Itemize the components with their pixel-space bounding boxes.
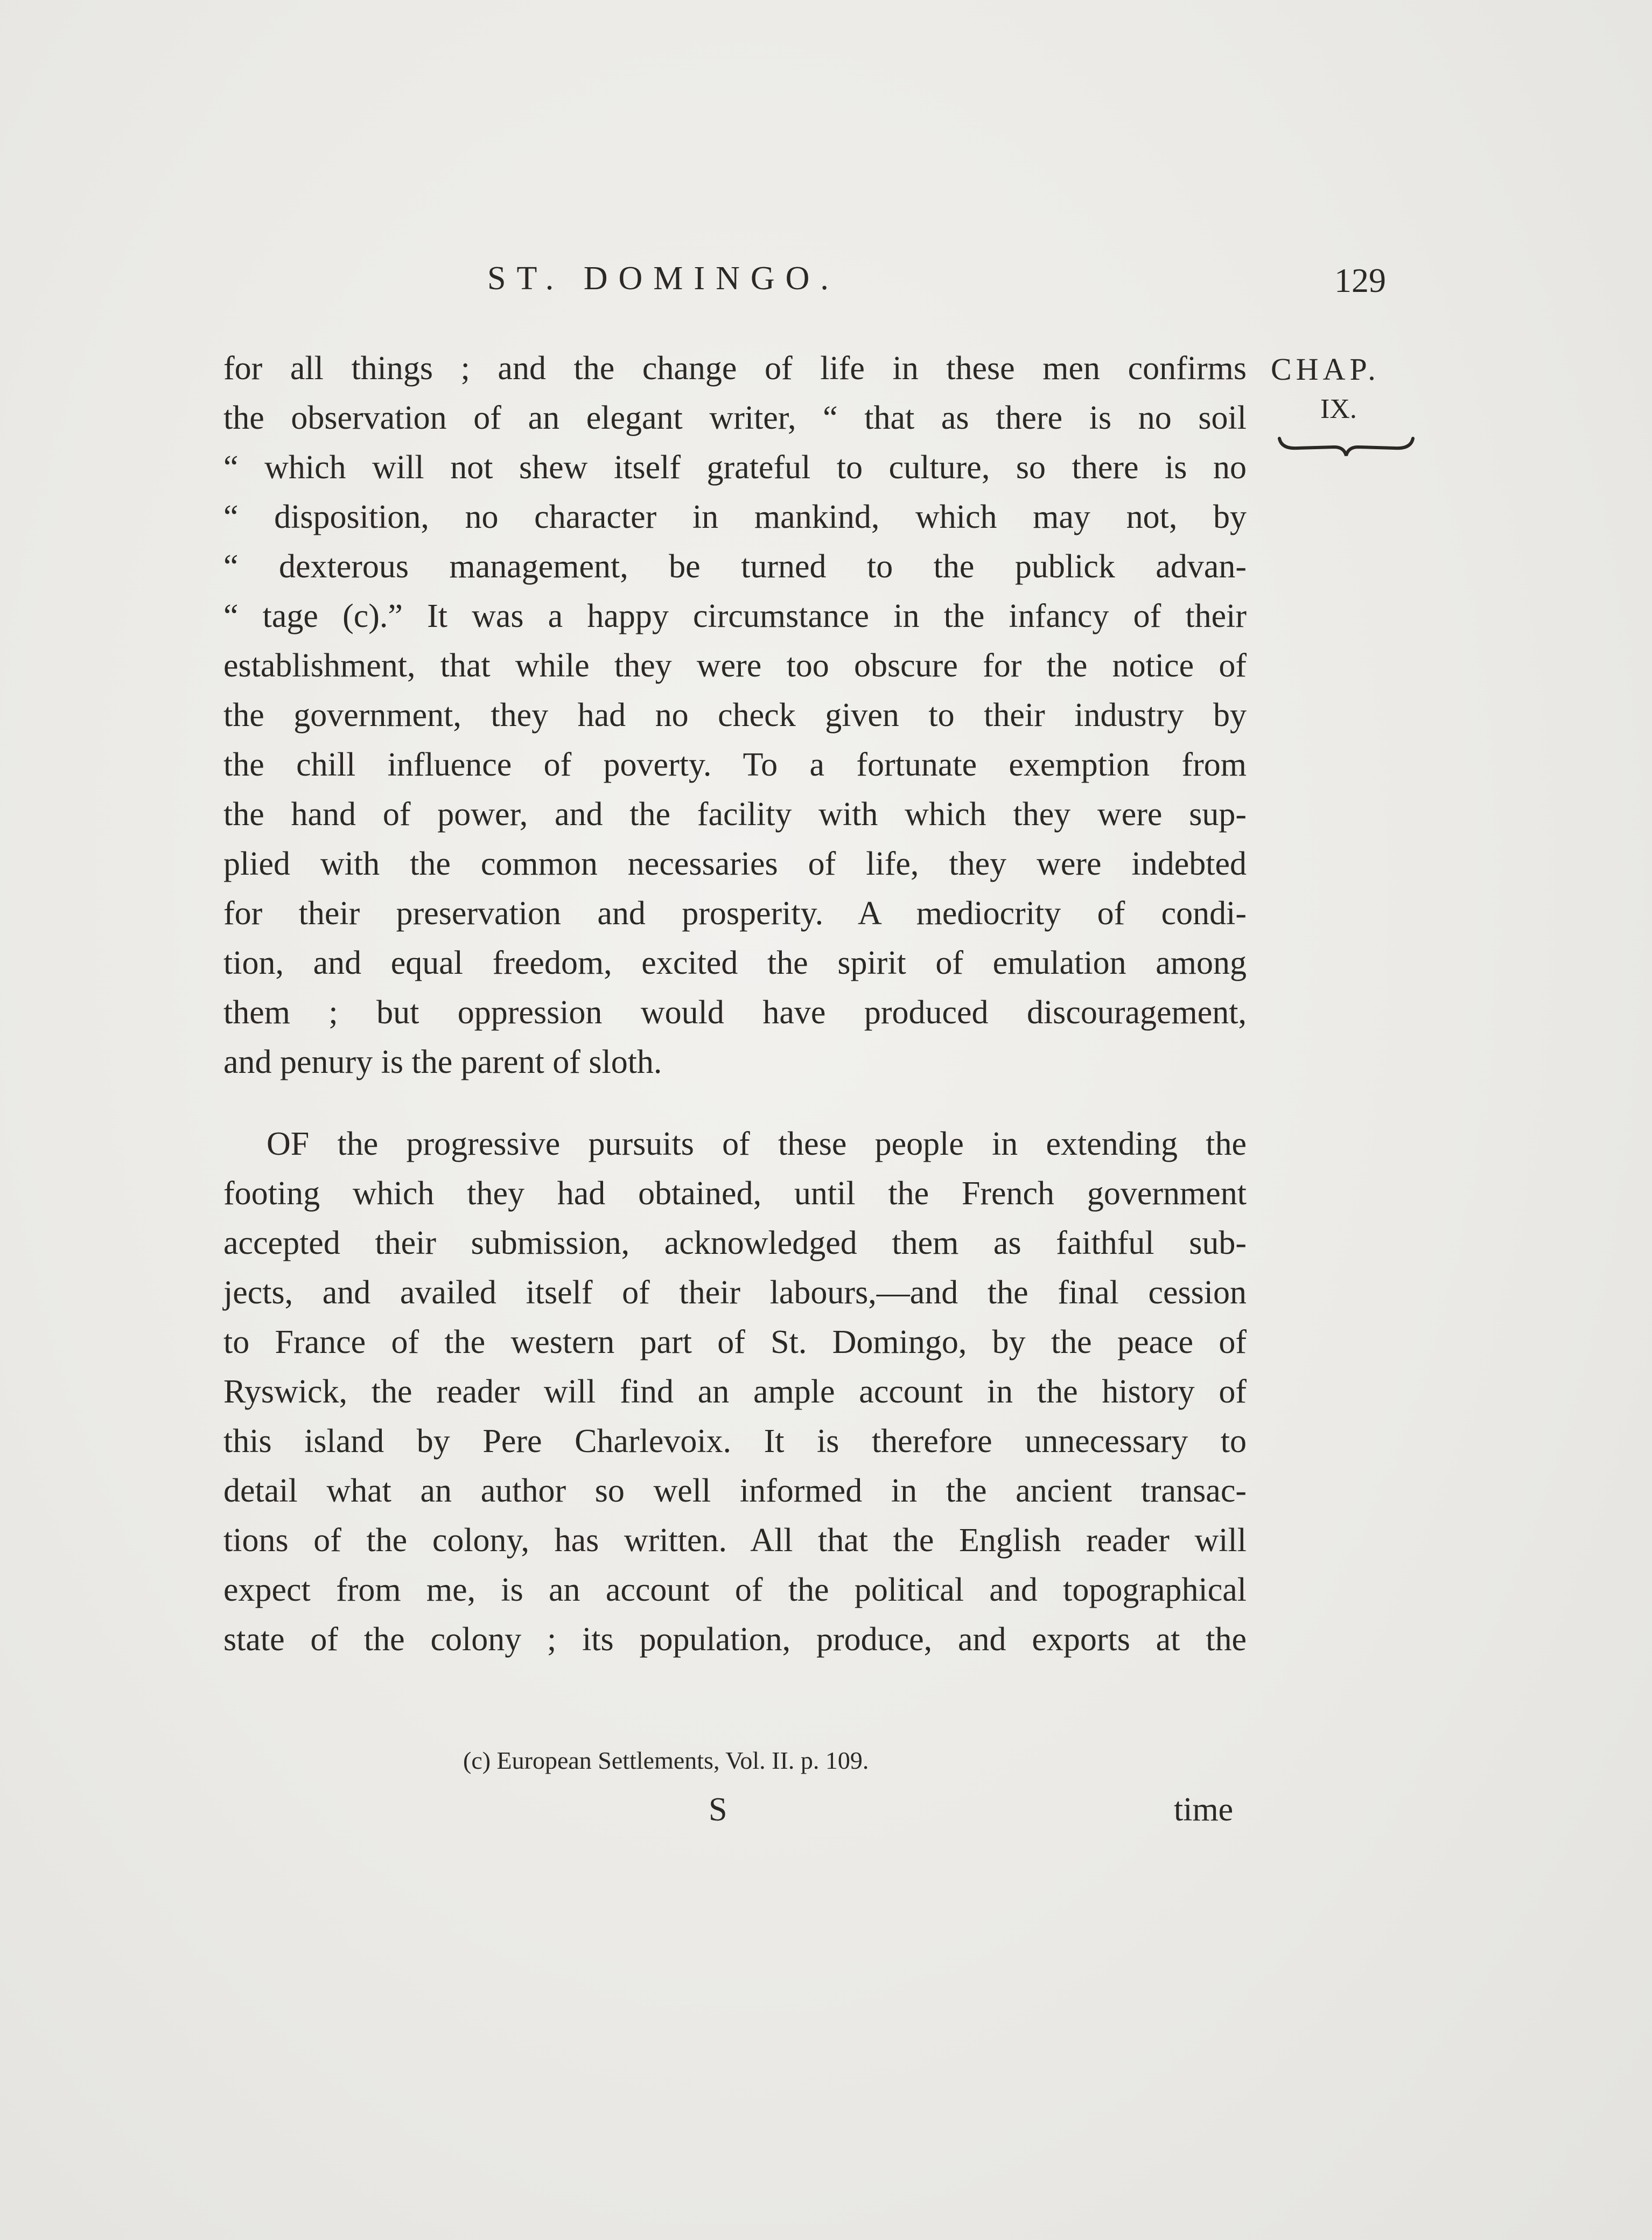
text-line: state of the colony ; its population, produce, and exports at the	[223, 1621, 1247, 1658]
text-line: the chill influence of poverty. To a fortunate exemption from	[223, 746, 1247, 783]
chapter-label: CHAP.	[1271, 352, 1380, 387]
text-line: them ; but oppression would have produced discouragement,	[223, 994, 1247, 1031]
text-line: tion, and equal freedom, excited the spirit of emulation among	[223, 945, 1247, 981]
text-line: establishment, that while they were too obscure for the notice of	[223, 647, 1247, 684]
body-text	[223, 344, 1247, 1664]
text-line: “ disposition, no character in mankind, which may not, by	[223, 499, 1247, 535]
text-line: detail what an author so well informed in the ancient transac-	[223, 1473, 1247, 1509]
text-line: for all things ; and the change of life in these men confirms	[223, 350, 1247, 387]
text-line: for their preservation and prosperity. A mediocrity of condi-	[223, 895, 1247, 932]
text-line: Ryswick, the reader will find an ample account in the history of	[223, 1373, 1247, 1410]
signature-mark: S	[709, 1791, 727, 1828]
text-line: the government, they had no check given to their industry by	[223, 697, 1247, 734]
chapter-number: IX.	[1320, 394, 1357, 424]
text-line: tions of the colony, has written. All that the English reader will	[223, 1522, 1247, 1559]
text-line: “ dexterous management, be turned to the publick advan-	[223, 548, 1247, 585]
text-line: this island by Pere Charlevoix. It is therefore unnecessary to	[223, 1423, 1247, 1460]
chapter-brace-icon	[1276, 434, 1416, 461]
text-line: to France of the western part of St. Domingo, by the peace of	[223, 1324, 1247, 1360]
text-line: plied with the common necessaries of life, they were indebted	[223, 846, 1247, 882]
text-line: and penury is the parent of sloth.	[223, 1044, 662, 1080]
running-title: ST. DOMINGO.	[487, 260, 839, 297]
text-line: “ tage (c).” It was a happy circumstance in the infancy of their	[223, 598, 1247, 634]
text-line: accepted their submission, acknowledged them as faithful sub-	[223, 1225, 1247, 1261]
text-line: footing which they had obtained, until the French government	[223, 1175, 1247, 1212]
paragraph-gap	[223, 1087, 1247, 1119]
footnote: (c) European Settlements, Vol. II. p. 109.	[463, 1747, 869, 1774]
text-line: jects, and availed itself of their labours,—and the final cession	[223, 1274, 1247, 1311]
text-line: the hand of power, and the facility with which they were sup-	[223, 796, 1247, 833]
text-line: expect from me, is an account of the political and topographical	[223, 1572, 1247, 1608]
text-line: the observation of an elegant writer, “ that as there is no soil	[223, 400, 1247, 436]
page-number: 129	[1334, 261, 1386, 299]
catchword: time	[1174, 1791, 1234, 1828]
text-line: OF the progressive pursuits of these people in extending the	[267, 1126, 1247, 1162]
text-line: “ which will not shew itself grateful to culture, so there is no	[223, 449, 1247, 486]
